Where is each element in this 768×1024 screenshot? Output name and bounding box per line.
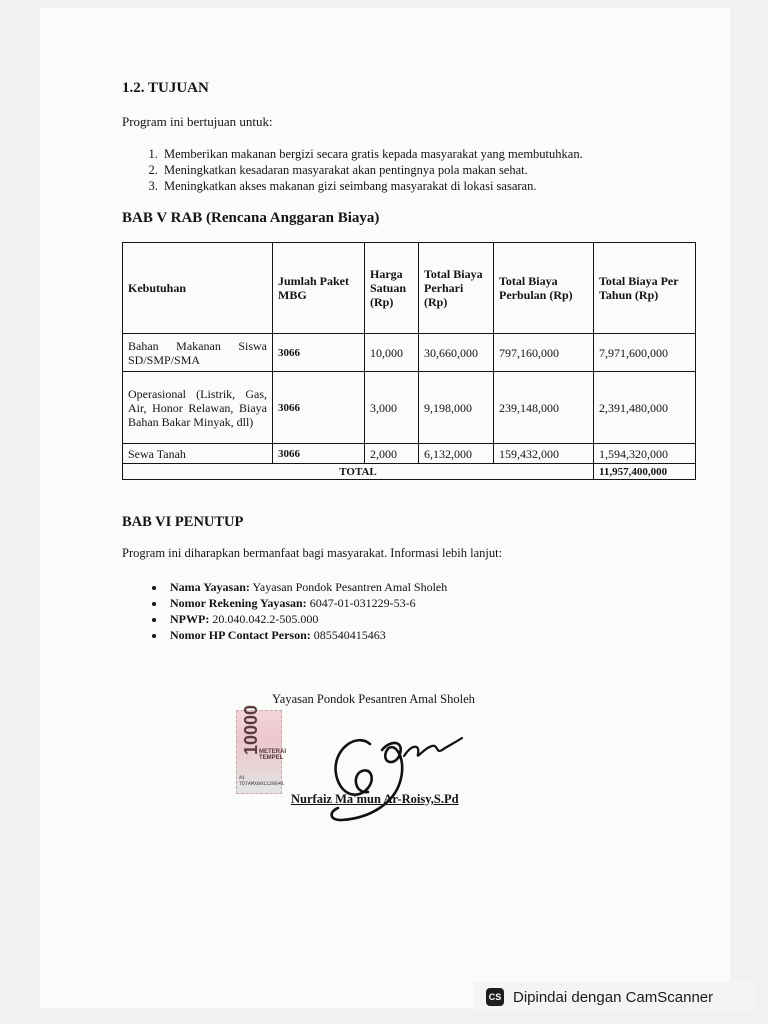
cell-pertahun: 1,594,320,000 bbox=[594, 444, 696, 464]
info-label: Nomor Rekening Yayasan: bbox=[170, 596, 307, 610]
column-header: Total Biaya Per Tahun (Rp) bbox=[594, 243, 696, 334]
signer-name: Nurfaiz Ma'mun Ar-Roisy,S.Pd bbox=[291, 792, 459, 806]
cell-perhari: 6,132,000 bbox=[419, 444, 494, 464]
column-header: Kebutuhan bbox=[123, 243, 273, 334]
watermark-text: Dipindai dengan CamScanner bbox=[513, 988, 714, 1006]
info-label: Nomor HP Contact Person: bbox=[170, 628, 311, 642]
info-item bbox=[166, 595, 626, 611]
goal-item: 1. Memberikan makanan bergizi secara gratis kepada masyarakat yang membutuhkan. bbox=[161, 146, 701, 162]
info-value: Yayasan Pondok Pesantren Amal Sholeh bbox=[252, 580, 448, 594]
cell-perhari: 30,660,000 bbox=[419, 334, 494, 372]
cell-kebutuhan: Sewa Tanah bbox=[123, 444, 273, 464]
camscanner-watermark bbox=[474, 982, 756, 1012]
cell-perbulan: 797,160,000 bbox=[494, 334, 594, 372]
signature-org: Yayasan Pondok Pesantren Amal Sholeh bbox=[272, 692, 475, 706]
goal-item: 3. Meningkatkan akses makanan gizi seimbang masyarakat di lokasi sasaran. bbox=[161, 178, 701, 194]
total-value: 11,957,400,000 bbox=[594, 464, 696, 480]
penutup-intro: Program ini diharapkan bermanfaat bagi masyarakat. Informasi lebih lanjut: bbox=[122, 546, 503, 560]
cell-pertahun: 7,971,600,000 bbox=[594, 334, 696, 372]
heading-tujuan: 1.2. TUJUAN bbox=[122, 80, 209, 96]
column-header: Total Biaya Perbulan (Rp) bbox=[494, 243, 594, 334]
cell-harga: 2,000 bbox=[365, 444, 419, 464]
heading-rab: BAB V RAB (Rencana Anggaran Biaya) bbox=[122, 210, 380, 226]
handwritten-signature bbox=[312, 722, 472, 832]
rab-table bbox=[122, 242, 696, 480]
table-total-row bbox=[123, 464, 696, 480]
info-value: 6047-01-031229-53-6 bbox=[309, 596, 416, 610]
info-value: 20.040.042.2-505.000 bbox=[212, 612, 319, 626]
cell-jumlah: 3066 bbox=[273, 444, 365, 464]
total-label: TOTAL bbox=[123, 464, 594, 480]
cell-pertahun: 2,391,480,000 bbox=[594, 372, 696, 444]
table-row bbox=[123, 444, 696, 464]
cell-perbulan: 159,432,000 bbox=[494, 444, 594, 464]
cell-kebutuhan: Bahan Makanan Siswa SD/SMP/SMA bbox=[123, 334, 273, 372]
heading-penutup: BAB VI PENUTUP bbox=[122, 514, 244, 530]
info-value: 085540415463 bbox=[313, 628, 386, 642]
stamp-label: METERAI TEMPEL bbox=[259, 749, 286, 761]
goal-item: 2. Meningkatkan kesadaran masyarakat akan pentingnya pola makan sehat. bbox=[161, 162, 701, 178]
camscanner-logo-icon: CS bbox=[486, 988, 504, 1006]
meterai-stamp bbox=[236, 704, 286, 794]
info-list bbox=[146, 579, 626, 643]
cell-jumlah: 3066 bbox=[273, 372, 365, 444]
info-label: Nama Yayasan: bbox=[170, 580, 250, 594]
table-row bbox=[123, 372, 696, 444]
column-header: Harga Satuan (Rp) bbox=[365, 243, 419, 334]
column-header: Jumlah Paket MBG bbox=[273, 243, 365, 334]
cell-kebutuhan: Operasional (Listrik, Gas, Air, Honor Relawan, Biaya Bahan Bakar Minyak, dll) bbox=[123, 372, 273, 444]
tujuan-intro: Program ini bertujuan untuk: bbox=[122, 114, 273, 129]
info-item bbox=[166, 611, 626, 627]
cell-perbulan: 239,148,000 bbox=[494, 372, 594, 444]
info-label: NPWP: bbox=[170, 612, 210, 626]
cell-jumlah: 3066 bbox=[273, 334, 365, 372]
column-header: Total Biaya Perhari (Rp) bbox=[419, 243, 494, 334]
cell-perhari: 9,198,000 bbox=[419, 372, 494, 444]
info-item bbox=[166, 579, 626, 595]
goals-list bbox=[141, 146, 701, 194]
cell-harga: 10,000 bbox=[365, 334, 419, 372]
cell-harga: 3,000 bbox=[365, 372, 419, 444]
table-header-row bbox=[123, 243, 696, 334]
stamp-value: 10000 bbox=[241, 704, 261, 755]
info-item bbox=[166, 627, 626, 643]
table-row bbox=[123, 334, 696, 372]
stamp-code: A1 7D7AMX091120641 bbox=[239, 775, 285, 787]
